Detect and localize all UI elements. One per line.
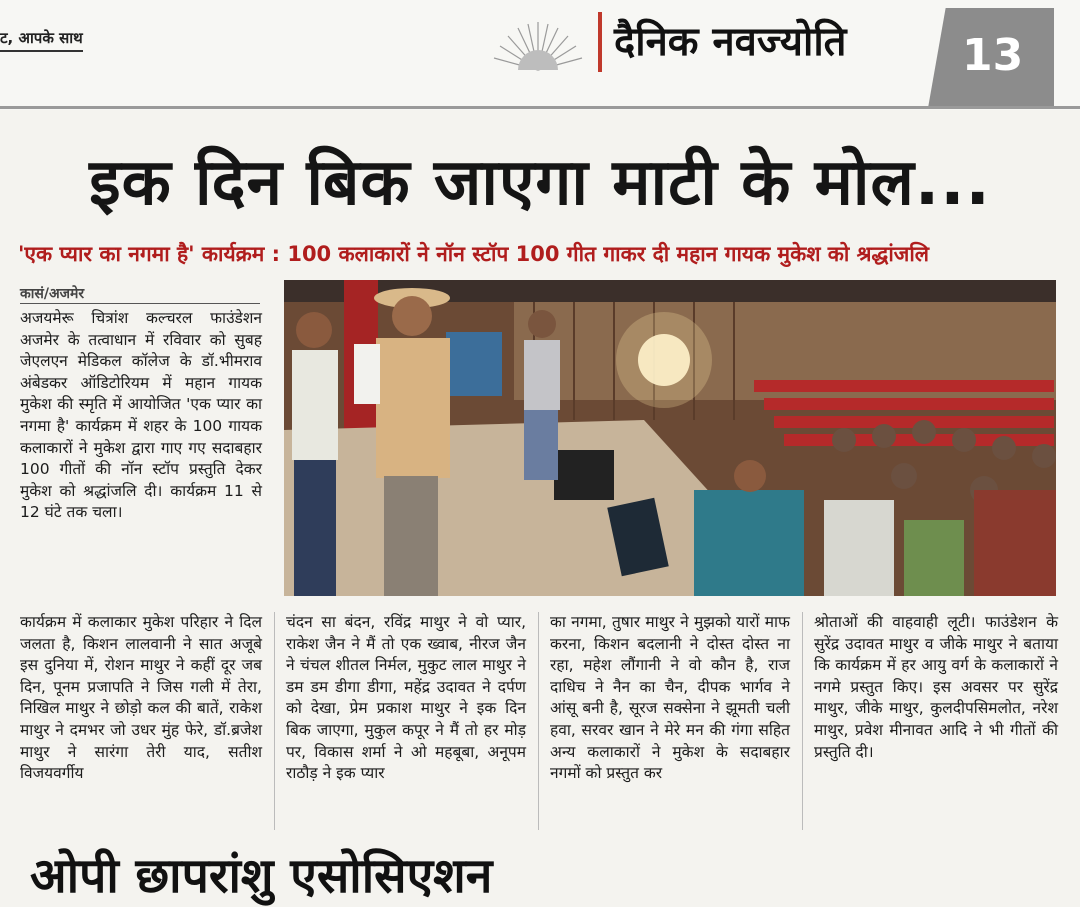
article-column-4 <box>814 612 1058 763</box>
masthead <box>0 0 1080 110</box>
column-divider <box>538 612 539 830</box>
article-column-1 <box>20 612 262 785</box>
event-photo <box>284 280 1056 596</box>
sun-rays-logo-icon <box>488 18 588 74</box>
article-column-3 <box>550 612 790 785</box>
masthead-tagline: ट, आपके साथ <box>0 28 83 52</box>
page-number: 13 <box>962 30 1024 81</box>
column-divider <box>274 612 275 830</box>
newspaper-name: दैनिक नवज्योति <box>614 19 847 65</box>
next-article-headline-cut <box>0 838 1080 904</box>
column-2-text: चंदन सा बंदन, रविंद्र माथुर ने वो प्यार, राकेश जैन ने मैं तो एक ख्वाब, नीरज जैन ने चंचल शीतल निर्मल, मुकुट लाल माथुर ने डम डम डीगा डीगा, महेंद्र उदावत ने दर्पण को देखा, प्रेम प्रकाश माथुर ने इक दिन बिक जाएगा, मुकुल कपूर ने मैं तो हर मोड़ पर, विकास शर्मा ने ओ महबूबा, अनूपम राठौड़ ने इक प्यार <box>286 613 526 783</box>
article-column-2 <box>286 612 526 785</box>
event-photo-illustration <box>284 280 1056 596</box>
lead-text: अजयमेरू चित्रांश कल्चरल फाउंडेशन अजमेर के तत्वाधान में रविवार को सुबह जेएलएन मेडिकल कॉलेज के डॉ.भीमराव अंबेडकर ऑडिटोरियम में महान गायक मुकेश की स्मृति में आयोजित 'एक प्यार का नगमा है' कार्यक्रम में शहर के 100 गायक कलाकारों ने मुकेश द्वारा गाए गए सदाबहार 100 गीतों की नॉन स्टॉप प्रस्तुति देकर मुकेश को श्रद्धांजलि दी। कार्यक्रम 11 से 12 घंटे तक चला। <box>20 309 262 522</box>
masthead-rule <box>0 106 1080 109</box>
article-byline: कासं/अजमेर <box>20 284 260 304</box>
masthead-divider <box>598 12 602 72</box>
column-3-text: का नगमा, तुषार माथुर ने मुझको यारों माफ करना, किशन बदलानी ने दोस्त दोस्त ना रहा, महेश लौंगानी ने वो कौन है, राज दाधिच ने नैन का चैन, दीपक भार्गव ने आंसू बनी है, सूरज सक्सेना ने झूमती चली हवा, सरवर खान ने मेरे मन की गंगा सहित अन्य कलाकारों ने मुकेश के सदाबहार नगमों को प्रस्तुत कर <box>550 613 790 783</box>
article-subheadline: 'एक प्यार का नगमा है' कार्यक्रम : 100 कलाकारों ने नॉन स्टॉप 100 गीत गाकर दी महान गायक मुकेश को श्रद्धांजलि <box>18 242 930 266</box>
next-headline-text: ओपी छापरांशु एसोसिएशन <box>30 848 493 904</box>
column-1-text: कार्यक्रम में कलाकार मुकेश परिहार ने दिल जलता है, किशन लालवानी ने सात अजूबे इस दुनिया में, रोशन माथुर ने कहीं दूर जब दिन, पूनम प्रजापति ने जिस गली में तेरा, निखिल माथुर ने छोड़ो कल की बातें, राकेश माथुर ने दमभर जो उधर मुंह फेरे, डॉ.ब्रजेश माथुर ने सारंगा तेरी याद, सतीश विजयवर्गीय <box>20 613 262 783</box>
article-lead-paragraph <box>20 308 262 524</box>
column-4-text: श्रोताओं की वाहवाही लूटी। फाउंडेशन के सुरेंद्र उदावत माथुर व जीके माथुर ने बताया कि कार्यक्रम में हर आयु वर्ग के कलाकारों ने नगमे प्रस्तुत किए। इस अवसर पर सुरेंद्र माथुर, जीके माथुर, कुलदीपसिमलोत, नरेश माथुर, प्रवेश मीनावत आदि ने भी गीतों की प्रस्तुति दी। <box>814 613 1058 761</box>
article-headline: इक दिन बिक जाएगा माटी के मोल... <box>89 146 991 220</box>
column-divider <box>802 612 803 830</box>
